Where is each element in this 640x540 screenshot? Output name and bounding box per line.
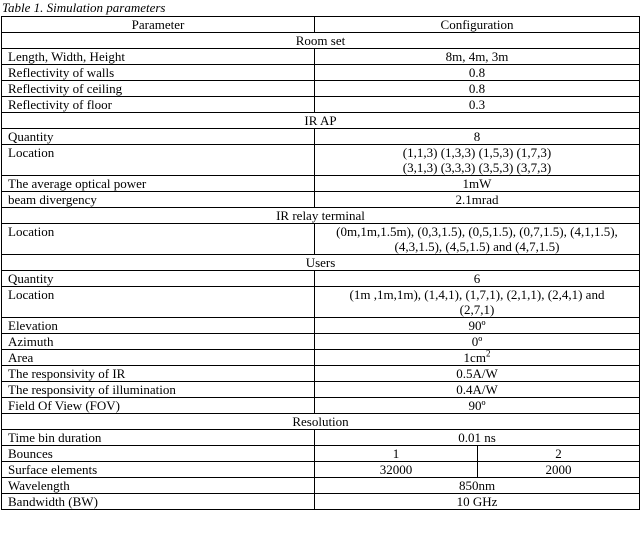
param-cell: Elevation xyxy=(2,318,315,334)
table-row xyxy=(2,287,640,318)
value-cell: 10 GHz xyxy=(315,494,640,510)
value-line: (3,1,3) (3,3,3) (3,5,3) (3,7,3) xyxy=(402,160,552,175)
param-cell: Time bin duration xyxy=(2,430,315,446)
table-row xyxy=(2,145,640,176)
param-cell: Surface elements xyxy=(2,462,315,478)
value-line: (1m ,1m,1m), (1,4,1), (1,7,1), (2,1,1), (2,4,1) and xyxy=(349,287,605,302)
param-cell: Location xyxy=(2,287,315,318)
table-row xyxy=(2,192,640,208)
value-cell: 6 xyxy=(315,271,640,287)
section-room-set: Room set xyxy=(2,33,640,49)
table-row xyxy=(2,366,640,382)
param-cell: Reflectivity of walls xyxy=(2,65,315,81)
value-cell: 32000 xyxy=(315,462,478,478)
table-row xyxy=(2,176,640,192)
section-resolution: Resolution xyxy=(2,414,640,430)
table-header-row xyxy=(2,17,640,33)
table-row xyxy=(2,271,640,287)
param-cell: Bandwidth (BW) xyxy=(2,494,315,510)
value-cell: 0.3 xyxy=(315,97,640,113)
table-row xyxy=(2,318,640,334)
value-cell: 850nm xyxy=(315,478,640,494)
table-row xyxy=(2,49,640,65)
param-cell: The responsivity of illumination xyxy=(2,382,315,398)
value-cell: 90º xyxy=(315,318,640,334)
param-cell: beam divergency xyxy=(2,192,315,208)
table-row xyxy=(2,224,640,255)
area-value: 1cm xyxy=(463,350,486,365)
value-cell: 0º xyxy=(315,334,640,350)
param-cell: Reflectivity of ceiling xyxy=(2,81,315,97)
table-row xyxy=(2,494,640,510)
table-row xyxy=(2,334,640,350)
table-row xyxy=(2,65,640,81)
simulation-parameters-table xyxy=(1,16,640,510)
section-ir-ap: IR AP xyxy=(2,113,640,129)
value-cell xyxy=(315,287,640,318)
param-cell: Azimuth xyxy=(2,334,315,350)
section-row xyxy=(2,208,640,224)
param-cell: Reflectivity of floor xyxy=(2,97,315,113)
param-cell: Quantity xyxy=(2,271,315,287)
table-row xyxy=(2,81,640,97)
value-cell: 90º xyxy=(315,398,640,414)
table-row xyxy=(2,462,640,478)
value-line: (0m,1m,1.5m), (0,3,1.5), (0,5,1.5), (0,7,1.5), (4,1,1.5), xyxy=(336,224,618,239)
param-cell: Area xyxy=(2,350,315,366)
value-cell: 1 xyxy=(315,446,478,462)
param-cell: Location xyxy=(2,224,315,255)
area-unit-exponent: 2 xyxy=(485,348,491,359)
section-ir-relay: IR relay terminal xyxy=(2,208,640,224)
table-row xyxy=(2,129,640,145)
table-row xyxy=(2,97,640,113)
section-row xyxy=(2,113,640,129)
param-cell: The responsivity of IR xyxy=(2,366,315,382)
value-line: (4,3,1.5), (4,5,1.5) and (4,7,1.5) xyxy=(394,239,560,254)
value-cell: 8 xyxy=(315,129,640,145)
value-line: (1,1,3) (1,3,3) (1,5,3) (1,7,3) xyxy=(402,145,552,160)
value-line: (2,7,1) xyxy=(459,302,495,317)
param-cell: Wavelength xyxy=(2,478,315,494)
value-cell: 8m, 4m, 3m xyxy=(315,49,640,65)
header-configuration: Configuration xyxy=(315,17,640,33)
section-users: Users xyxy=(2,255,640,271)
value-cell: 2000 xyxy=(478,462,640,478)
param-cell: Quantity xyxy=(2,129,315,145)
value-cell xyxy=(315,350,640,366)
value-cell: 2.1mrad xyxy=(315,192,640,208)
value-cell: 0.8 xyxy=(315,65,640,81)
table-row xyxy=(2,446,640,462)
table-row xyxy=(2,350,640,366)
value-cell: 0.01 ns xyxy=(315,430,640,446)
table-row xyxy=(2,430,640,446)
value-cell: 0.8 xyxy=(315,81,640,97)
param-cell: Bounces xyxy=(2,446,315,462)
param-cell: Field Of View (FOV) xyxy=(2,398,315,414)
section-row xyxy=(2,414,640,430)
section-row xyxy=(2,33,640,49)
header-parameter: Parameter xyxy=(2,17,315,33)
param-cell: Length, Width, Height xyxy=(2,49,315,65)
value-cell: 0.5A/W xyxy=(315,366,640,382)
value-cell xyxy=(315,224,640,255)
table-caption: Table 1. Simulation parameters xyxy=(2,0,166,15)
value-cell: 2 xyxy=(478,446,640,462)
param-cell: Location xyxy=(2,145,315,176)
table-row xyxy=(2,382,640,398)
section-row xyxy=(2,255,640,271)
value-cell: 0.4A/W xyxy=(315,382,640,398)
table-row xyxy=(2,398,640,414)
param-cell: The average optical power xyxy=(2,176,315,192)
table-row xyxy=(2,478,640,494)
value-cell: 1mW xyxy=(315,176,640,192)
value-cell xyxy=(315,145,640,176)
